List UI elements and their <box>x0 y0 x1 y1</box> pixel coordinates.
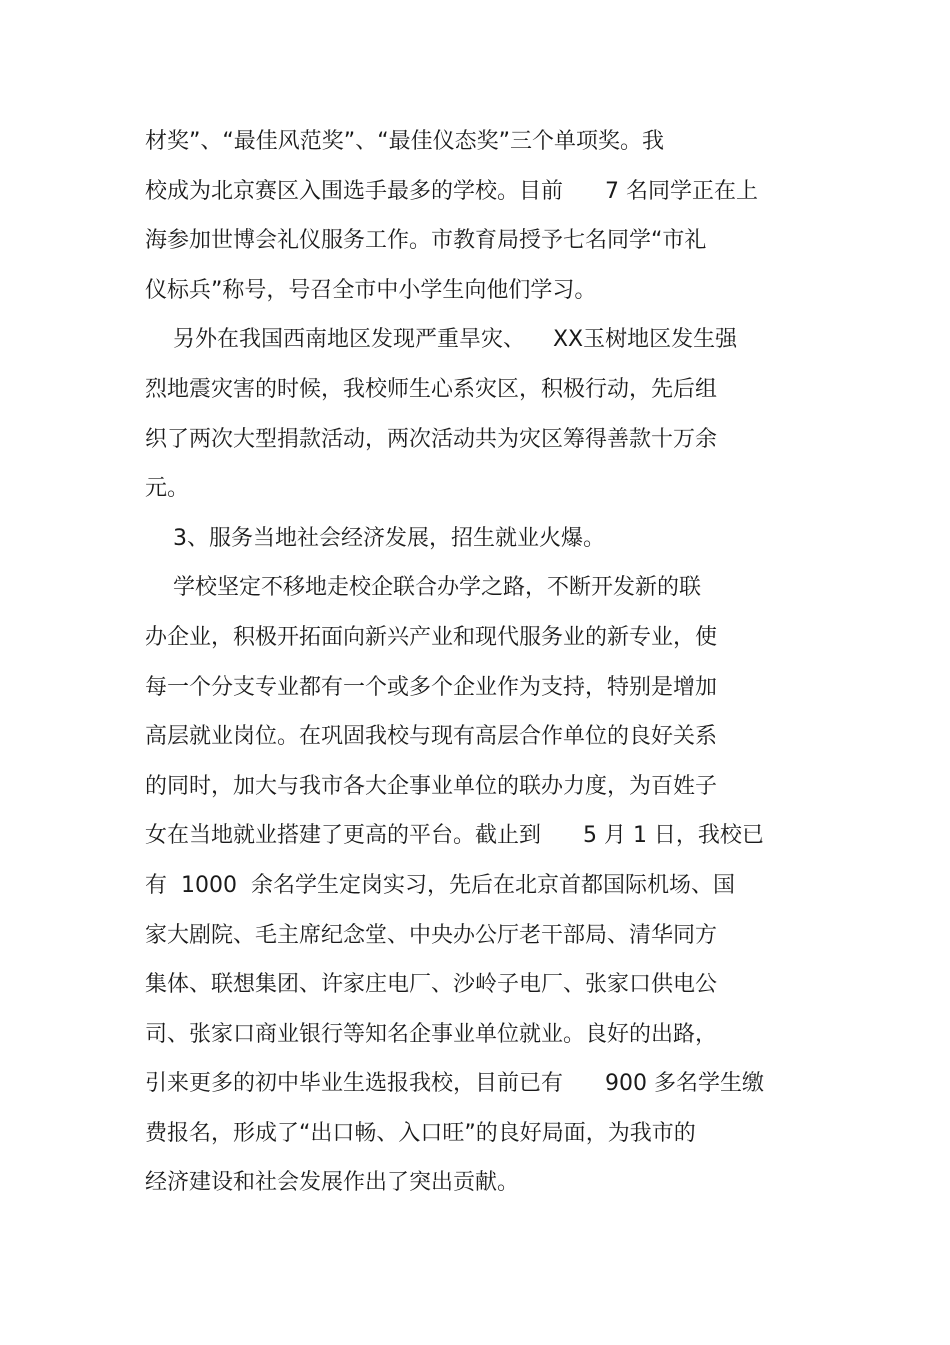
text-line: 海参加世博会礼仪服务工作。市教育局授予七名同学“市礼 <box>145 228 707 254</box>
text-line: 费报名，形成了“出口畅、入口旺”的良好局面，为我市的 <box>145 1120 696 1146</box>
text-line: 材奖”、“最佳风范奖”、“最佳仪态奖”三个单项奖。我 <box>145 129 664 154</box>
text-line: 高层就业岗位。在巩固我校与现有高层合作单位的良好关系 <box>145 724 718 750</box>
text-line: 学校坚定不移地走校企联合办学之路，不断开发新的联 <box>145 575 701 601</box>
text-line: 另外在我国西南地区发现严重旱灾、 XX玉树地区发生强 <box>145 327 738 353</box>
text-line: 的同时，加大与我市各大企事业单位的联办力度，为百姓子 <box>145 773 718 799</box>
text-line: 元。 <box>145 476 190 502</box>
text-line: 织了两次大型捐款活动，两次活动共为灾区筹得善款十万余 <box>145 426 718 452</box>
text-line: 烈地震灾害的时候，我校师生心系灾区，积极行动，先后组 <box>145 376 718 402</box>
text-line: 集体、联想集团、许家庄电厂、沙岭子电厂、张家口供电公 <box>145 972 718 998</box>
text-line: 经济建设和社会发展作出了突出贡献。 <box>145 1170 520 1196</box>
text-line: 司、张家口商业银行等知名企事业单位就业。良好的出路， <box>145 1021 718 1047</box>
section-heading: 3、服务当地社会经济发展，招生就业火爆。 <box>145 525 605 551</box>
text-line: 办企业，积极开拓面向新兴产业和现代服务业的新专业，使 <box>145 624 718 650</box>
text-line: 女在当地就业搭建了更高的平台。截止到 5 月 1 日，我校已 <box>145 823 764 849</box>
text-line: 校成为北京赛区入围选手最多的学校。目前 7 名同学正在上 <box>145 178 758 204</box>
document-body <box>145 122 825 1213</box>
text-line: 有 1000 余名学生定岗实习，先后在北京首都国际机场、国 <box>145 872 735 898</box>
text-line: 引来更多的初中毕业生选报我校，目前已有 900 多名学生缴 <box>145 1071 764 1097</box>
text-line: 仪标兵”称号，号召全市中小学生向他们学习。 <box>145 277 597 303</box>
text-line: 家大剧院、毛主席纪念堂、中央办公厅老干部局、清华同方 <box>145 922 718 948</box>
text-line: 每一个分支专业都有一个或多个企业作为支持，特别是增加 <box>145 674 718 700</box>
